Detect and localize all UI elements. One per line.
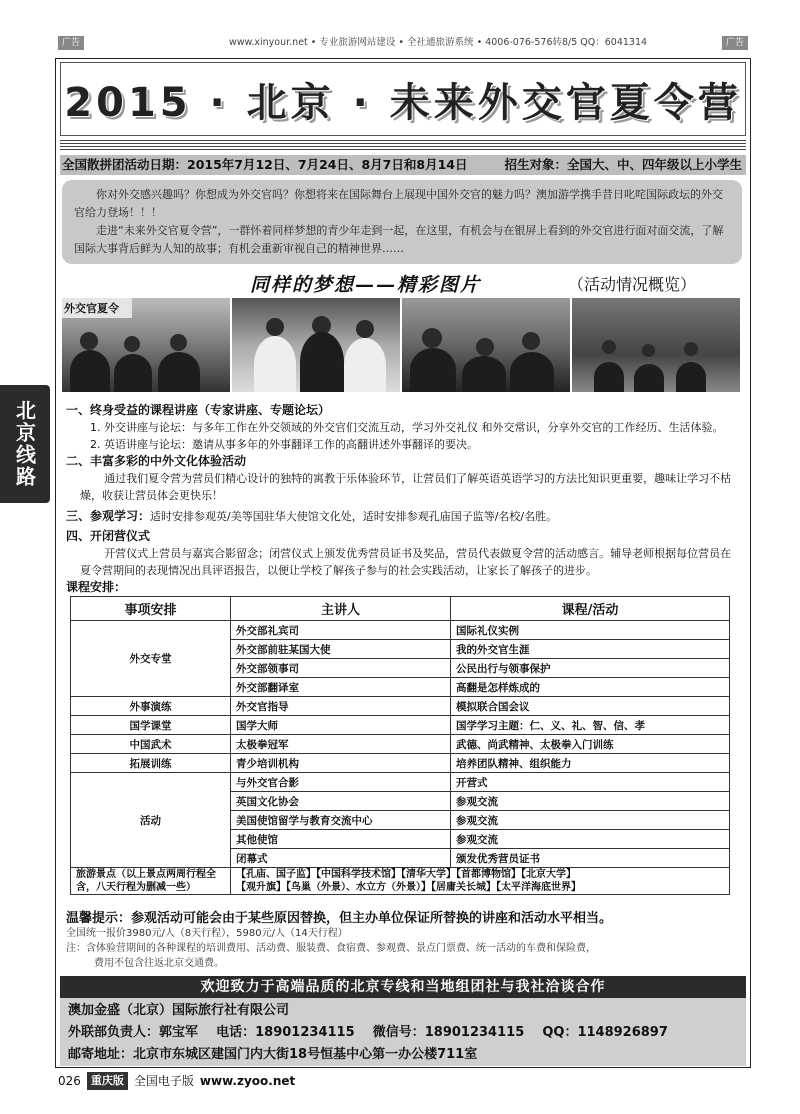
speaker-cell: 青少培训机构 xyxy=(231,754,451,773)
table-header-row xyxy=(71,597,730,621)
header-course: 课程/活动 xyxy=(451,597,730,621)
header-speaker: 主讲人 xyxy=(231,597,451,621)
table-row xyxy=(71,621,730,640)
course-cell: 我的外交官生涯 xyxy=(451,640,730,659)
section-4-text: 开营仪式上营员与嘉宾合影留念；闭营仪式上颁发优秀营员证书及奖品，营员代表做夏令营的活动感言。辅导老师根据每位营员在夏令营期间的表现情况出具评语报告，以便让学校了解孩子参与的社会实践活动，让家长了解孩子的进步。 xyxy=(80,547,732,577)
contact-box xyxy=(60,998,746,1066)
section-3 xyxy=(66,508,742,525)
camp-dates: 全国散拼团活动日期：2015年7月12日、7月24日、8月7日和8月14日 xyxy=(62,157,468,172)
sights-line-1: 【孔庙、国子监】【中国科学技术馆】【清华大学】【首都博物馆】【北京大学】 xyxy=(236,869,576,880)
photo-sign-text: 外交官夏令 xyxy=(62,298,132,318)
speaker-cell: 太极拳冠军 xyxy=(231,735,451,754)
category-cell: 拓展训练 xyxy=(71,754,231,773)
section-4-title: 四、开闭营仪式 xyxy=(66,529,151,543)
course-cell: 参观交流 xyxy=(451,811,730,830)
dates-bar xyxy=(60,155,746,175)
sights-list-cell xyxy=(231,868,730,895)
speaker-cell: 与外交官合影 xyxy=(231,773,451,792)
footer-website-link[interactable]: www.zyoo.net xyxy=(199,1074,296,1088)
contact-phone[interactable]: 电话：18901234115 xyxy=(216,1025,355,1040)
photo-students-activity xyxy=(402,298,570,392)
course-cell: 国际礼仪实例 xyxy=(451,621,730,640)
course-cell: 参观交流 xyxy=(451,792,730,811)
speaker-cell: 英国文化协会 xyxy=(231,792,451,811)
enrollment-target: 招生对象：全国大、中、四年级以上小学生 xyxy=(504,157,742,172)
table-row xyxy=(71,735,730,754)
program-content xyxy=(66,402,742,596)
contact-wechat[interactable]: 微信号：18901234115 xyxy=(372,1025,525,1040)
speaker-cell: 闭幕式 xyxy=(231,849,451,868)
header-item: 事项安排 xyxy=(71,597,231,621)
schedule-table xyxy=(70,596,730,895)
notes-block xyxy=(66,911,742,971)
edition-label: 全国电子版 xyxy=(133,1074,194,1088)
contact-person: 外联部负责人：郭宝军 xyxy=(68,1025,199,1040)
intro-paragraph-1: 你对外交感兴趣吗？你想成为外交官吗？你想将来在国际舞台上展现中国外交官的魅力吗？澳加游学携手昔日叱咤国际政坛的外交官给力登场！！！ xyxy=(74,188,723,219)
table-row xyxy=(71,697,730,716)
page-title: 2015 · 北京 · 未来外交官夏令营 xyxy=(64,79,742,126)
speaker-cell: 外交官指导 xyxy=(231,697,451,716)
course-cell: 国学学习主题：仁、义、礼、智、信、孝 xyxy=(451,716,730,735)
title-box xyxy=(60,62,746,136)
course-cell: 颁发优秀营员证书 xyxy=(451,849,730,868)
section-1-title: 一、终身受益的课程讲座（专家讲座、专题论坛） xyxy=(66,403,331,417)
fee-note-1: 注：含体验营期间的各种课程的培训费用、活动费、服装费、食宿费、参观费、景点门票费、统一活动的车费和保险费， xyxy=(66,943,596,954)
route-side-tab[interactable]: 北京线路 xyxy=(0,385,50,503)
decorative-divider xyxy=(60,140,746,152)
top-ad-line[interactable]: www.xinyour.net • 专业旅游网站建设 • 全社通旅游系统 • 4006-076-576转8/5 QQ：6041314 xyxy=(228,37,648,48)
photo-classroom xyxy=(572,298,740,392)
category-cell: 活动 xyxy=(71,773,231,868)
photo-group-lecture xyxy=(62,298,230,392)
table-row xyxy=(71,716,730,735)
section-3-text: 适时安排参观英/美等国驻华大使馆文化处，适时安排参观孔庙国子监等/名校/名胜。 xyxy=(150,510,558,523)
cooperation-banner: 欢迎致力于高端品质的北京专线和当地组团社与我社洽谈合作 xyxy=(60,976,746,998)
section-3-title: 三、参观学习： xyxy=(66,509,151,523)
speaker-cell: 外交部礼宾司 xyxy=(231,621,451,640)
course-cell: 参观交流 xyxy=(451,830,730,849)
category-cell: 外事演练 xyxy=(71,697,231,716)
speaker-cell: 国学大师 xyxy=(231,716,451,735)
section-1-item-1: 1. 外交讲座与论坛：与多年工作在外交领域的外交官们交流互动，学习外交礼仪 和外交常识，分享外交官的工作经历、生活体验。 xyxy=(90,421,724,434)
photo-strip xyxy=(62,298,740,392)
speaker-cell: 美国使馆留学与教育交流中心 xyxy=(231,811,451,830)
category-cell: 外交专堂 xyxy=(71,621,231,697)
region-badge: 重庆版 xyxy=(87,1072,128,1090)
intro-box xyxy=(62,180,742,264)
sights-label-cell: 旅游景点（以上景点两周行程全含，八天行程为删减一些） xyxy=(71,868,231,895)
speaker-cell: 其他使馆 xyxy=(231,830,451,849)
photo-section-subtitle: （活动情况概览） xyxy=(568,275,697,294)
category-cell: 国学课堂 xyxy=(71,716,231,735)
photo-section-title: 同样的梦想——精彩图片 xyxy=(250,274,482,296)
course-cell: 模拟联合国会议 xyxy=(451,697,730,716)
course-cell: 公民出行与领事保护 xyxy=(451,659,730,678)
contact-qq[interactable]: QQ：1148926897 xyxy=(542,1025,668,1040)
price-line: 全国统一报价3980元/人（8天行程），5980元/人（14天行程） xyxy=(66,928,348,939)
category-cell: 中国武术 xyxy=(71,735,231,754)
fee-note-2: 费用不包含往返北京交通费。 xyxy=(94,958,224,969)
intro-paragraph-2: 走进“未来外交官夏令营”，一群怀着同样梦想的青少年走到一起，在这里，有机会与在银屏上看到的外交官进行面对面交流，了解国际大事背后鲜为人知的故事；有机会重新审视自己的精神世界…… xyxy=(74,224,724,255)
table-row xyxy=(71,773,730,792)
section-2-text: 通过我们夏令营为营员们精心设计的独特的寓教于乐体验环节，让营员们了解英语英语学习的方法比知识更重要，趣味让学习不枯燥，收获让营员体会更快乐！ xyxy=(80,472,732,502)
company-name: 澳加金盛（北京）国际旅行社有限公司 xyxy=(68,1003,290,1018)
course-cell: 武德、尚武精神、太极拳入门训练 xyxy=(451,735,730,754)
page-footer xyxy=(58,1072,295,1090)
sights-line-2: 【观升旗】【鸟巢（外景）、水立方（外景）】【居庸关长城】【太平洋海底世界】 xyxy=(236,882,581,893)
table-row xyxy=(71,754,730,773)
speaker-cell: 外交部领事司 xyxy=(231,659,451,678)
section-1-item-2: 2. 英语讲座与论坛：邀请从事多年的外事翻译工作的高翻讲述外事翻译的要决。 xyxy=(90,438,478,451)
speaker-cell: 外交部前驻某国大使 xyxy=(231,640,451,659)
section-2-title: 二、丰富多彩的中外文化体验活动 xyxy=(66,454,247,468)
ad-tag-left: 广告 xyxy=(58,36,84,50)
course-cell: 开营式 xyxy=(451,773,730,792)
mailing-address: 邮寄地址：北京市东城区建国门内大街18号恒基中心第一办公楼711室 xyxy=(68,1047,478,1062)
course-cell: 高翻是怎样炼成的 xyxy=(451,678,730,697)
page-number: 026 xyxy=(58,1074,81,1088)
ad-tag-right: 广告 xyxy=(722,36,748,50)
schedule-label: 课程安排： xyxy=(66,580,127,594)
top-ad-bar xyxy=(58,36,748,52)
table-row xyxy=(71,868,730,895)
speaker-cell: 外交部翻译室 xyxy=(231,678,451,697)
contact-line xyxy=(68,1022,738,1044)
photo-diplomat-group xyxy=(232,298,400,392)
course-cell: 培养团队精神、组织能力 xyxy=(451,754,730,773)
reminder-tip: 温馨提示：参观活动可能会由于某些原因替换，但主办单位保证所替换的讲座和活动水平相当。 xyxy=(66,911,613,926)
